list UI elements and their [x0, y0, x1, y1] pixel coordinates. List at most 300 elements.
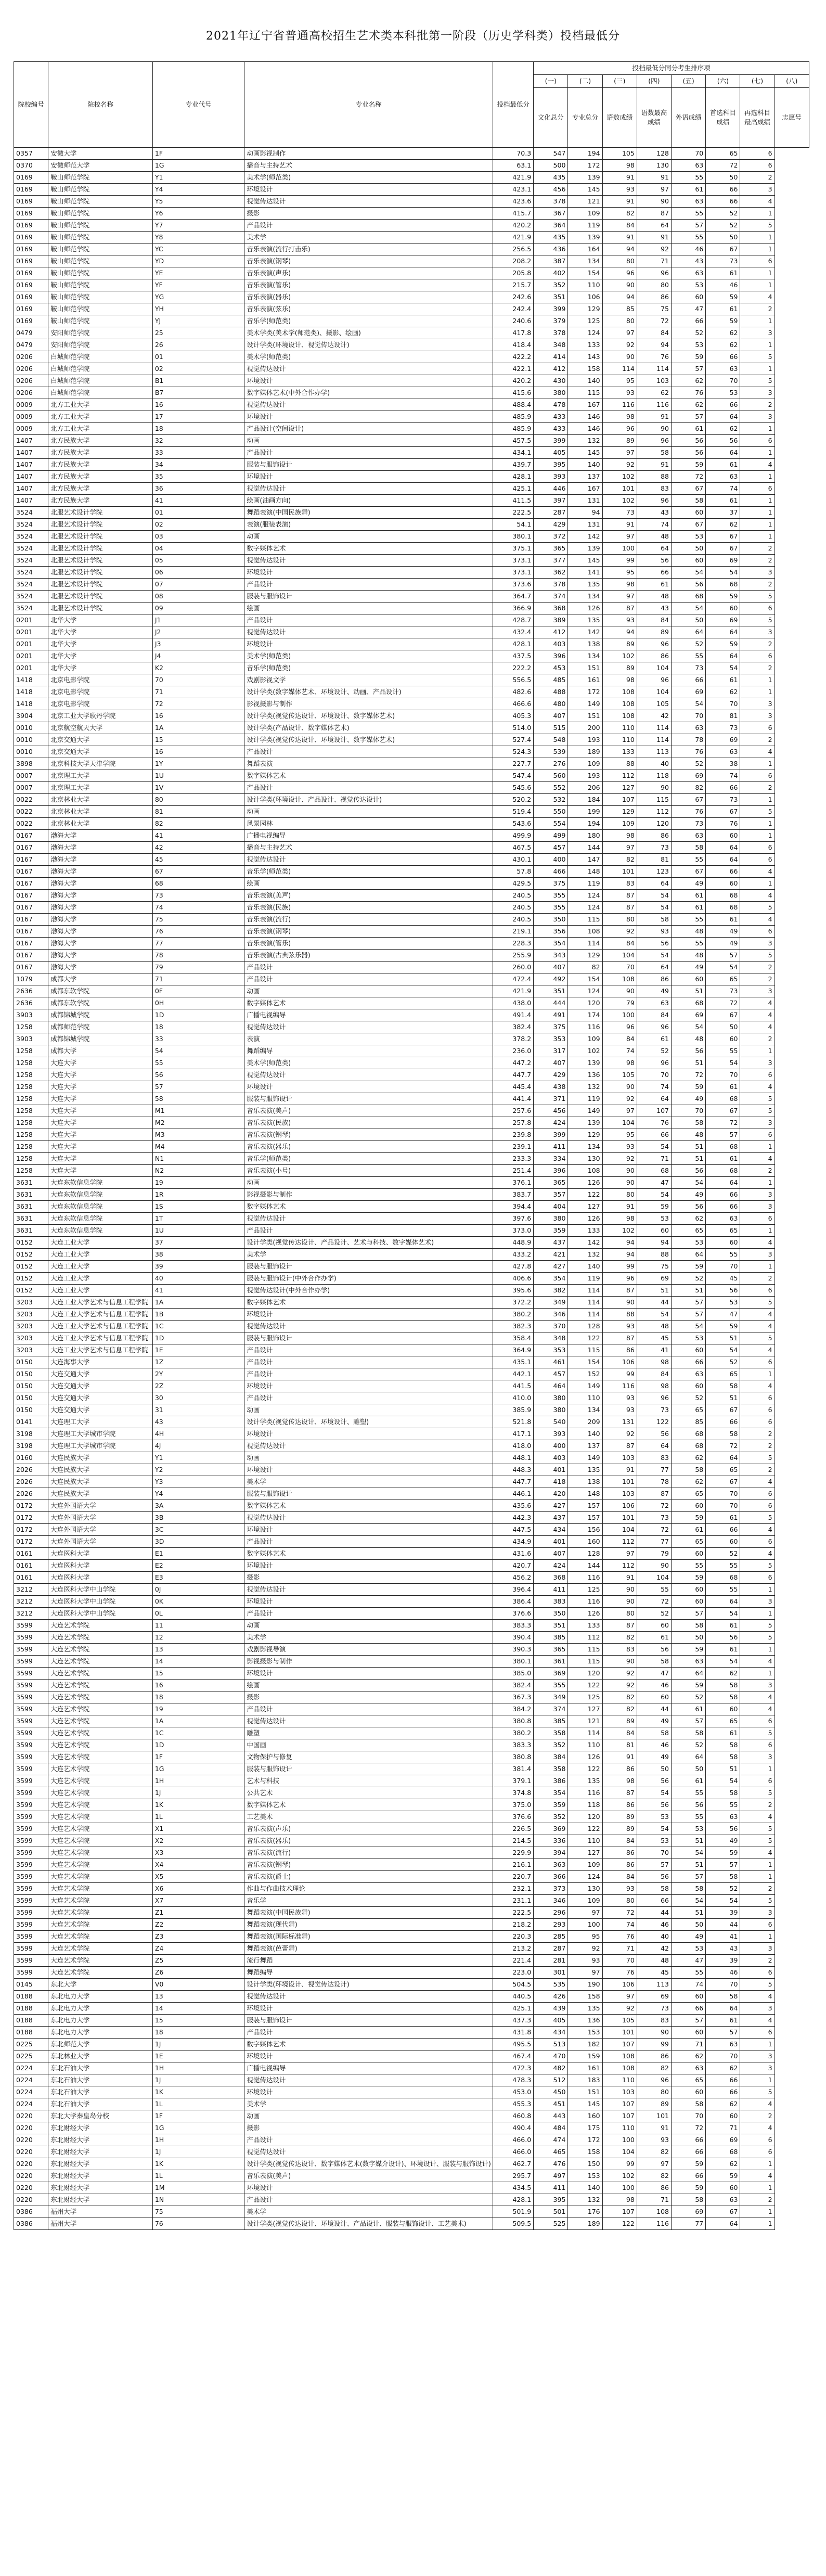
chinese-math-max-cell: 73: [637, 2003, 671, 2015]
major-name-cell: 动画: [244, 1404, 493, 1416]
culture-total-cell: 411: [534, 1141, 568, 1153]
culture-total-cell: 359: [534, 1225, 568, 1237]
school-code-cell: 1418: [14, 698, 48, 710]
first-subject-cell: 67: [706, 243, 740, 255]
major-code-cell: Z4: [152, 1943, 244, 1955]
major-total-cell: 116: [568, 1021, 602, 1033]
table-row: [14, 985, 809, 997]
chinese-math-cell: 97: [602, 327, 637, 339]
table-row: [14, 710, 809, 722]
major-name-cell: 动画: [244, 2110, 493, 2122]
second-subject-max-cell: 6: [740, 1129, 775, 1141]
school-name-cell: 大连艺术学院: [48, 1727, 153, 1739]
chinese-math-cell: 122: [602, 2218, 637, 2230]
foreign-lang-cell: 63: [672, 830, 706, 842]
culture-total-cell: 427: [534, 1261, 568, 1273]
major-total-cell: 118: [568, 1799, 602, 1811]
school-name-cell: 鞍山师范学院: [48, 279, 153, 291]
major-total-cell: 156: [568, 1524, 602, 1536]
culture-total-cell: 421: [534, 1249, 568, 1261]
table-row: [14, 1931, 809, 1943]
table-row: [14, 1847, 809, 1859]
table-row: [14, 1392, 809, 1404]
first-subject-cell: 46: [706, 279, 740, 291]
chinese-math-max-cell: 64: [637, 962, 671, 973]
min-score-cell: 495.5: [493, 2039, 533, 2050]
school-name-cell: 大连工业大学艺术与信息工程学院: [48, 1309, 153, 1321]
chinese-math-cell: 104: [602, 2146, 637, 2158]
school-code-cell: 0172: [14, 1536, 48, 1548]
second-subject-max-cell: 1: [740, 830, 775, 842]
chinese-math-max-cell: 116: [637, 2218, 671, 2230]
culture-total-cell: 364: [534, 220, 568, 232]
chinese-math-cell: 87: [602, 1787, 637, 1799]
major-name-cell: 舞蹈表演(国际标准舞): [244, 1931, 493, 1943]
min-score-cell: 367.3: [493, 1691, 533, 1703]
culture-total-cell: 380: [534, 1404, 568, 1416]
table-row: [14, 1895, 809, 1907]
table-row: [14, 698, 809, 710]
major-code-cell: YC: [152, 243, 244, 255]
school-code-cell: 3524: [14, 591, 48, 603]
chinese-math-max-cell: 64: [637, 878, 671, 890]
major-name-cell: 音乐学: [244, 1895, 493, 1907]
school-code-cell: 3599: [14, 1680, 48, 1691]
major-total-cell: 119: [568, 878, 602, 890]
major-code-cell: 54: [152, 1045, 244, 1057]
chinese-math-cell: 90: [602, 351, 637, 363]
chinese-math-cell: 97: [602, 591, 637, 603]
min-score-cell: 482.6: [493, 686, 533, 698]
school-code-cell: 3203: [14, 1344, 48, 1356]
school-name-cell: 成都东软学院: [48, 985, 153, 997]
table-row: [14, 1009, 809, 1021]
major-code-cell: 72: [152, 698, 244, 710]
table-row: [14, 208, 809, 220]
major-total-cell: 139: [568, 232, 602, 243]
min-score-cell: 466.0: [493, 2146, 533, 2158]
first-subject-cell: 66: [706, 1201, 740, 1213]
header-tie-group: 投档最低分同分考生排序项: [534, 62, 809, 75]
school-name-cell: 大连东软信息学院: [48, 1213, 153, 1225]
table-row: [14, 1201, 809, 1213]
major-code-cell: 33: [152, 1033, 244, 1045]
school-name-cell: 大连艺术学院: [48, 1811, 153, 1823]
first-subject-cell: 81: [706, 710, 740, 722]
foreign-lang-cell: 60: [672, 973, 706, 985]
major-total-cell: 135: [568, 1775, 602, 1787]
major-name-cell: 公共艺术: [244, 1787, 493, 1799]
major-total-cell: 132: [568, 435, 602, 447]
foreign-lang-cell: 65: [672, 1536, 706, 1548]
school-code-cell: 0022: [14, 818, 48, 830]
major-code-cell: 16: [152, 1680, 244, 1691]
table-row: [14, 1165, 809, 1177]
major-total-cell: 129: [568, 1129, 602, 1141]
foreign-lang-cell: 53: [672, 1332, 706, 1344]
school-name-cell: 大连东软信息学院: [48, 1201, 153, 1213]
school-code-cell: 3599: [14, 1811, 48, 1823]
chinese-math-cell: 107: [602, 2098, 637, 2110]
second-subject-max-cell: 6: [740, 1404, 775, 1416]
major-code-cell: 3A: [152, 1500, 244, 1512]
major-name-cell: 美术学: [244, 1632, 493, 1644]
chinese-math-cell: 103: [602, 1452, 637, 1464]
second-subject-max-cell: 3: [740, 985, 775, 997]
major-name-cell: 数字媒体艺术: [244, 1548, 493, 1560]
first-subject-cell: 74: [706, 483, 740, 495]
table-row: [14, 2218, 809, 2230]
major-name-cell: 产品设计: [244, 782, 493, 794]
chinese-math-cell: 87: [602, 890, 637, 902]
school-name-cell: 北京理工大学: [48, 770, 153, 782]
school-code-cell: 3599: [14, 1691, 48, 1703]
foreign-lang-cell: 58: [672, 2098, 706, 2110]
major-code-cell: 76: [152, 926, 244, 938]
culture-total-cell: 470: [534, 2050, 568, 2062]
chinese-math-cell: 116: [602, 399, 637, 411]
school-name-cell: 成都师范学院: [48, 1021, 153, 1033]
culture-total-cell: 499: [534, 830, 568, 842]
school-code-cell: 0150: [14, 1392, 48, 1404]
chinese-math-cell: 97: [602, 1105, 637, 1117]
min-score-cell: 418.0: [493, 1440, 533, 1452]
chinese-math-max-cell: 86: [637, 291, 671, 303]
major-total-cell: 132: [568, 2194, 602, 2206]
school-name-cell: 东北大学秦皇岛分校: [48, 2110, 153, 2122]
chinese-math-max-cell: 98: [637, 1356, 671, 1368]
major-name-cell: 设计学类(产品设计、数字媒体艺术): [244, 722, 493, 734]
major-name-cell: 音乐表演(器乐): [244, 291, 493, 303]
school-code-cell: 0206: [14, 375, 48, 387]
min-score-cell: 390.4: [493, 1632, 533, 1644]
major-code-cell: 73: [152, 890, 244, 902]
min-score-cell: 427.8: [493, 1261, 533, 1273]
major-code-cell: 1E: [152, 1344, 244, 1356]
second-subject-max-cell: 1: [740, 1368, 775, 1380]
chinese-math-cell: 104: [602, 1524, 637, 1536]
chinese-math-cell: 93: [602, 1883, 637, 1895]
chinese-math-max-cell: 91: [637, 411, 671, 423]
min-score-cell: 255.9: [493, 950, 533, 962]
min-score-cell: 428.7: [493, 614, 533, 626]
chinese-math-cell: 106: [602, 1356, 637, 1368]
major-code-cell: 32: [152, 435, 244, 447]
school-code-cell: 3599: [14, 1907, 48, 1919]
foreign-lang-cell: 62: [672, 1452, 706, 1464]
chinese-math-cell: 100: [602, 2134, 637, 2146]
major-code-cell: 16: [152, 746, 244, 758]
chinese-math-cell: 96: [602, 267, 637, 279]
first-subject-cell: 72: [706, 1440, 740, 1452]
header-sub-num: (三): [602, 75, 637, 88]
major-name-cell: 舞蹈编导: [244, 1045, 493, 1057]
major-name-cell: 表演: [244, 1033, 493, 1045]
school-name-cell: 大连医科大学中山学院: [48, 1596, 153, 1608]
first-subject-cell: 72: [706, 1117, 740, 1129]
table-row: [14, 591, 809, 603]
first-subject-cell: 68: [706, 1141, 740, 1153]
table-row: [14, 255, 809, 267]
school-name-cell: 大连大学: [48, 1165, 153, 1177]
major-total-cell: 128: [568, 1548, 602, 1560]
second-subject-max-cell: 6: [740, 854, 775, 866]
chinese-math-max-cell: 108: [637, 2206, 671, 2218]
min-score-cell: 390.3: [493, 1644, 533, 1656]
chinese-math-cell: 106: [602, 1979, 637, 1991]
table-row: [14, 1572, 809, 1584]
chinese-math-cell: 98: [602, 674, 637, 686]
chinese-math-cell: 97: [602, 531, 637, 543]
min-score-cell: 441.5: [493, 1380, 533, 1392]
first-subject-cell: 60: [706, 830, 740, 842]
min-score-cell: 447.7: [493, 1476, 533, 1488]
major-code-cell: J1: [152, 614, 244, 626]
major-code-cell: N1: [152, 1153, 244, 1165]
chinese-math-cell: 82: [602, 854, 637, 866]
min-score-cell: 423.1: [493, 184, 533, 196]
foreign-lang-cell: 51: [672, 1835, 706, 1847]
major-code-cell: 1D: [152, 1739, 244, 1751]
school-name-cell: 北京林业大学: [48, 806, 153, 818]
chinese-math-max-cell: 118: [637, 770, 671, 782]
second-subject-max-cell: 6: [740, 1715, 775, 1727]
second-subject-max-cell: 2: [740, 1464, 775, 1476]
table-row: [14, 1189, 809, 1201]
foreign-lang-cell: 49: [672, 1931, 706, 1943]
chinese-math-max-cell: 96: [637, 495, 671, 507]
second-subject-max-cell: 5: [740, 1560, 775, 1572]
chinese-math-cell: 86: [602, 1799, 637, 1811]
culture-total-cell: 464: [534, 1380, 568, 1392]
major-code-cell: 14: [152, 2003, 244, 2015]
table-row: [14, 1440, 809, 1452]
table-row: [14, 1093, 809, 1105]
major-total-cell: 134: [568, 1141, 602, 1153]
table-row: [14, 303, 809, 315]
major-name-cell: 音乐表演(美声): [244, 890, 493, 902]
major-name-cell: 服装与服饰设计: [244, 1093, 493, 1105]
second-subject-max-cell: 5: [740, 1823, 775, 1835]
header-sub-label: 文化总分: [534, 88, 568, 148]
chinese-math-cell: 81: [602, 1739, 637, 1751]
table-row: [14, 2050, 809, 2062]
major-code-cell: 15: [152, 1668, 244, 1680]
culture-total-cell: 429: [534, 1069, 568, 1081]
school-name-cell: 大连艺术学院: [48, 1632, 153, 1644]
header-school-name: 院校名称: [48, 62, 153, 148]
major-total-cell: 134: [568, 255, 602, 267]
min-score-cell: 383.3: [493, 1739, 533, 1751]
header-sub-label: 外语成绩: [672, 88, 706, 148]
chinese-math-cell: 91: [602, 519, 637, 531]
foreign-lang-cell: 60: [672, 1344, 706, 1356]
min-score-cell: 543.6: [493, 818, 533, 830]
table-row: [14, 842, 809, 854]
culture-total-cell: 515: [534, 722, 568, 734]
first-subject-cell: 57: [706, 1129, 740, 1141]
major-total-cell: 145: [568, 184, 602, 196]
culture-total-cell: 353: [534, 1033, 568, 1045]
first-subject-cell: 60: [706, 878, 740, 890]
min-score-cell: 364.7: [493, 591, 533, 603]
school-name-cell: 北服艺术设计学院: [48, 519, 153, 531]
min-score-cell: 380.1: [493, 531, 533, 543]
culture-total-cell: 365: [534, 1644, 568, 1656]
first-subject-cell: 58: [706, 1787, 740, 1799]
school-name-cell: 大连艺术学院: [48, 1895, 153, 1907]
min-score-cell: 457.5: [493, 435, 533, 447]
chinese-math-max-cell: 44: [637, 1297, 671, 1309]
major-code-cell: Z6: [152, 1967, 244, 1979]
min-score-cell: 448.3: [493, 1464, 533, 1476]
second-subject-max-cell: 1: [740, 471, 775, 483]
chinese-math-cell: 104: [602, 1117, 637, 1129]
first-subject-cell: 59: [706, 2170, 740, 2182]
chinese-math-max-cell: 115: [637, 794, 671, 806]
first-subject-cell: 67: [706, 1404, 740, 1416]
major-total-cell: 109: [568, 208, 602, 220]
major-code-cell: 1U: [152, 770, 244, 782]
chinese-math-max-cell: 52: [637, 1608, 671, 1620]
table-row: [14, 1691, 809, 1703]
major-name-cell: 环境设计: [244, 1464, 493, 1476]
major-code-cell: 18: [152, 423, 244, 435]
school-name-cell: 大连艺术学院: [48, 1715, 153, 1727]
foreign-lang-cell: 48: [672, 926, 706, 938]
school-name-cell: 大连艺术学院: [48, 1919, 153, 1931]
major-code-cell: 70: [152, 674, 244, 686]
chinese-math-cell: 98: [602, 2194, 637, 2206]
major-code-cell: YF: [152, 279, 244, 291]
chinese-math-max-cell: 56: [637, 1644, 671, 1656]
culture-total-cell: 532: [534, 794, 568, 806]
major-name-cell: 美术学(师范类): [244, 650, 493, 662]
min-score-cell: 240.6: [493, 315, 533, 327]
chinese-math-max-cell: 76: [637, 351, 671, 363]
culture-total-cell: 354: [534, 1273, 568, 1285]
foreign-lang-cell: 59: [672, 1644, 706, 1656]
culture-total-cell: 436: [534, 243, 568, 255]
min-score-cell: 467.5: [493, 842, 533, 854]
first-subject-cell: 63: [706, 363, 740, 375]
min-score-cell: 519.4: [493, 806, 533, 818]
major-total-cell: 194: [568, 818, 602, 830]
chinese-math-max-cell: 71: [637, 1153, 671, 1165]
foreign-lang-cell: 52: [672, 1392, 706, 1404]
school-code-cell: 0150: [14, 1380, 48, 1392]
chinese-math-max-cell: 94: [637, 339, 671, 351]
table-row: [14, 1955, 809, 1967]
major-name-cell: 服装与服饰设计: [244, 2015, 493, 2027]
table-row: [14, 1919, 809, 1931]
chinese-math-cell: 71: [602, 1943, 637, 1955]
major-total-cell: 95: [568, 1931, 602, 1943]
second-subject-max-cell: 4: [740, 1021, 775, 1033]
major-total-cell: 134: [568, 1404, 602, 1416]
chinese-math-cell: 107: [602, 2039, 637, 2050]
foreign-lang-cell: 59: [672, 351, 706, 363]
foreign-lang-cell: 63: [672, 2062, 706, 2074]
major-total-cell: 106: [568, 291, 602, 303]
major-total-cell: 110: [568, 279, 602, 291]
school-code-cell: 0141: [14, 1416, 48, 1428]
major-name-cell: 音乐表演(民族): [244, 1117, 493, 1129]
major-name-cell: 环境设计: [244, 2182, 493, 2194]
culture-total-cell: 359: [534, 1799, 568, 1811]
first-subject-cell: 60: [706, 603, 740, 614]
major-total-cell: 167: [568, 399, 602, 411]
chinese-math-max-cell: 69: [637, 1273, 671, 1285]
first-subject-cell: 73: [706, 985, 740, 997]
major-code-cell: 17: [152, 411, 244, 423]
school-code-cell: 0150: [14, 1404, 48, 1416]
second-subject-max-cell: 3: [740, 1943, 775, 1955]
foreign-lang-cell: 72: [672, 471, 706, 483]
chinese-math-max-cell: 54: [637, 1189, 671, 1201]
major-name-cell: 美术学类(美术学(师范类)、摄影、绘画): [244, 327, 493, 339]
school-name-cell: 东北石油大学: [48, 2098, 153, 2110]
min-score-cell: 380.2: [493, 1309, 533, 1321]
chinese-math-cell: 73: [602, 507, 637, 519]
chinese-math-max-cell: 89: [637, 626, 671, 638]
chinese-math-cell: 92: [602, 1093, 637, 1105]
major-name-cell: 音乐表演(管乐): [244, 279, 493, 291]
first-subject-cell: 60: [706, 1033, 740, 1045]
foreign-lang-cell: 63: [672, 1656, 706, 1668]
min-score-cell: 462.7: [493, 2158, 533, 2170]
chinese-math-cell: 93: [602, 1392, 637, 1404]
major-name-cell: 影视摄影与制作: [244, 698, 493, 710]
second-subject-max-cell: 2: [740, 555, 775, 567]
chinese-math-cell: 80: [602, 914, 637, 926]
major-total-cell: 176: [568, 2206, 602, 2218]
school-code-cell: 3599: [14, 1955, 48, 1967]
foreign-lang-cell: 62: [672, 2050, 706, 2062]
chinese-math-cell: 114: [602, 363, 637, 375]
major-code-cell: 41: [152, 830, 244, 842]
second-subject-max-cell: 5: [740, 1632, 775, 1644]
culture-total-cell: 383: [534, 1596, 568, 1608]
school-name-cell: 大连海事大学: [48, 1356, 153, 1368]
second-subject-max-cell: 1: [740, 1668, 775, 1680]
second-subject-max-cell: 4: [740, 1309, 775, 1321]
foreign-lang-cell: 57: [672, 1309, 706, 1321]
foreign-lang-cell: 56: [672, 1045, 706, 1057]
second-subject-max-cell: 5: [740, 950, 775, 962]
school-code-cell: 1258: [14, 1069, 48, 1081]
first-subject-cell: 55: [706, 1560, 740, 1572]
chinese-math-max-cell: 73: [637, 1404, 671, 1416]
chinese-math-max-cell: 72: [637, 1500, 671, 1512]
chinese-math-cell: 86: [602, 1344, 637, 1356]
min-score-cell: 447.7: [493, 1069, 533, 1081]
school-name-cell: 北京林业大学: [48, 818, 153, 830]
school-name-cell: 大连理工大学: [48, 1416, 153, 1428]
second-subject-max-cell: 3: [740, 1680, 775, 1691]
school-code-cell: 0167: [14, 842, 48, 854]
table-row: [14, 267, 809, 279]
school-code-cell: 0161: [14, 1548, 48, 1560]
first-subject-cell: 70: [706, 2050, 740, 2062]
second-subject-max-cell: 3: [740, 327, 775, 339]
major-name-cell: 产品设计: [244, 1536, 493, 1548]
foreign-lang-cell: 58: [672, 1727, 706, 1739]
min-score-cell: 434.9: [493, 1536, 533, 1548]
first-subject-cell: 59: [706, 315, 740, 327]
table-row: [14, 1979, 809, 1991]
major-total-cell: 132: [568, 1249, 602, 1261]
